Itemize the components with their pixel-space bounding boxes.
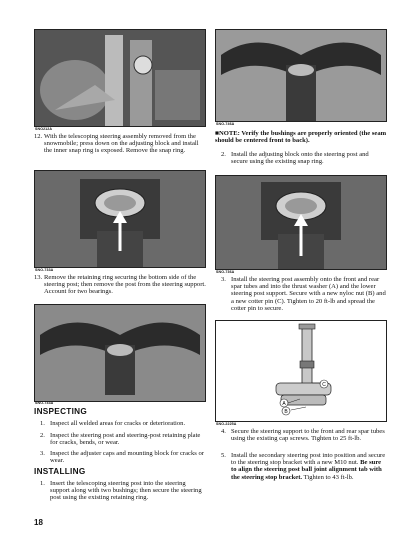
photo-steering-bushings bbox=[215, 29, 387, 122]
steering-support-illustration bbox=[35, 305, 205, 401]
step-13: 13. Remove the retaining ring securing the bottom side of the steering post; then remove the post from the steering support. Account for two bearings. bbox=[34, 274, 206, 296]
inspecting-step-2: 2. Inspect the steering post and steering-post retaining plate for cracks, bends, or wear. bbox=[40, 432, 201, 447]
steering-assembly-illustration bbox=[35, 30, 205, 126]
step-3: 3. Install the steering post assembly onto the front and rear spar tubes and into the thrust washer (A) and the lower steering post support. Secure with a new nyloc nut (B) and a new cotter pin (C). Tighten to 20 ft-lb and spread the cotter pin to secure. bbox=[221, 276, 386, 312]
photo-code: SNO-733A bbox=[35, 268, 54, 272]
heading-installing: INSTALLING bbox=[34, 467, 86, 476]
label-c: C bbox=[322, 382, 326, 388]
photo-steering-support bbox=[34, 304, 206, 402]
photo-code: SNO-743A bbox=[35, 401, 54, 405]
step-5: 5. Install the secondary steering post into position and secure to the steering stop bracket with a new M10 nut. Be sure to align the steering post ball joint alignment tab with the steering stop bracket. Tighten to 43 ft-lb. bbox=[221, 452, 386, 481]
step-2: 2. Install the adjusting block onto the steering post and secure using the existing snap ring. bbox=[221, 151, 369, 166]
photo-steering-post bbox=[215, 175, 387, 270]
note-bushings: ■NOTE: Verify the bushings are properly oriented (the seam should be centered front to back). bbox=[215, 130, 387, 145]
photo-code: SNO-746A bbox=[216, 122, 235, 126]
steering-post-illustration bbox=[216, 176, 386, 269]
steering-bushings-illustration bbox=[216, 30, 386, 121]
label-b: B bbox=[284, 409, 288, 415]
inspecting-step-3: 3. Inspect the adjuster caps and mounting block for cracks or wear. bbox=[40, 450, 204, 465]
steering-post-diagram bbox=[216, 321, 386, 421]
photo-steering-assembly bbox=[34, 29, 206, 127]
heading-inspecting: INSPECTING bbox=[34, 407, 88, 416]
photo-retaining-ring bbox=[34, 170, 206, 268]
page-number: 18 bbox=[34, 518, 43, 527]
photo-code: SNO212A bbox=[35, 127, 53, 131]
diagram-steering-post bbox=[215, 320, 387, 422]
label-a: A bbox=[282, 401, 286, 407]
photo-code: SNO-2225A bbox=[216, 422, 237, 426]
photo-code: SNO-736A bbox=[216, 270, 235, 274]
installing-step-1: 1. Insert the telescoping steering post into the steering support along with two bushings; then secure the steering post using the existing retaining ring. bbox=[40, 480, 202, 502]
step-4: 4. Secure the steering support to the front and rear spar tubes using the existing cap screws. Tighten to 25 ft-lb. bbox=[221, 428, 385, 443]
step-12: 12. With the telescoping steering assembly removed from the snowmobile; press down on the adjusting block and install the inner snap ring is exposed. Remove the snap ring. bbox=[34, 133, 199, 155]
inspecting-step-1: 1. Inspect all welded areas for cracks or deterioration. bbox=[40, 420, 186, 427]
retaining-ring-illustration bbox=[35, 171, 205, 267]
